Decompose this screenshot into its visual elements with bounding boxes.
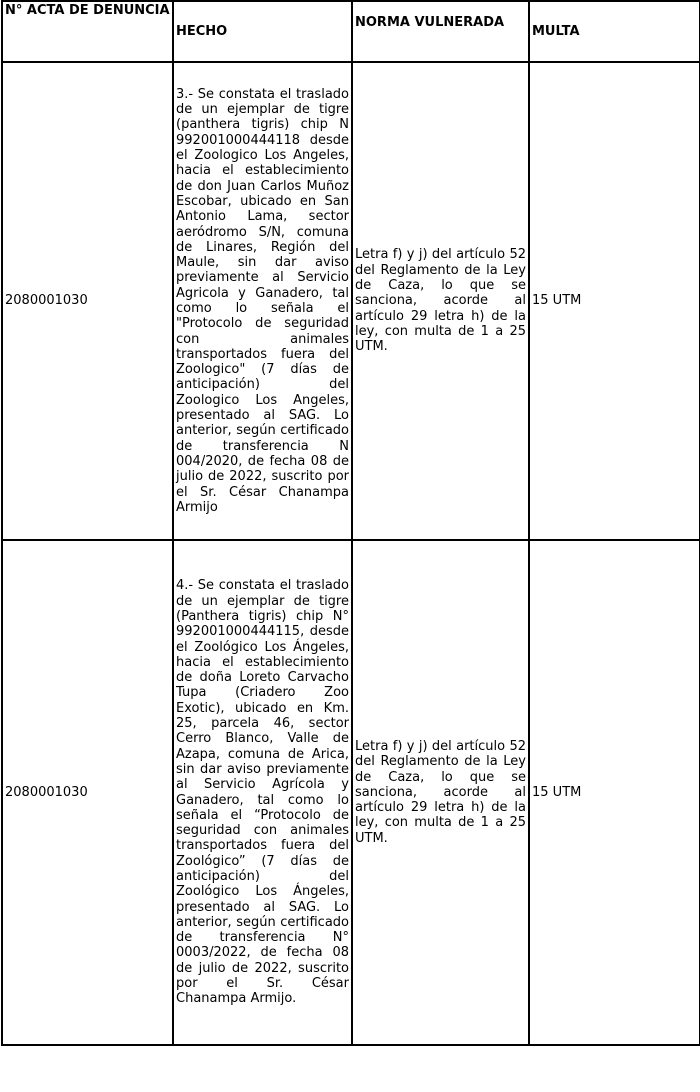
table-row bbox=[2, 62, 700, 540]
header-row bbox=[2, 1, 700, 62]
hecho-cell: 3.- Se constata el traslado de un ejemplar de tigre (panthera tigris) chip N 992001000444118 desde el Zoologico Los Angeles, hacia el establecimiento de don Juan Carlos Muñoz Escobar, ubicado en San Antonio Lama, sector aeródromo S/N, comuna de Linares, Región del Maule, sin dar aviso previamente al Servicio Agricola y Ganadero, tal como lo señala el "Protocolo de seguridad con animales transportados fuera del Zoologico" (7 días de anticipación) del Zoologico Los Angeles, presentado al SAG. Lo anterior, según certificado de transferencia N 004/2020, de fecha 08 de julio de 2022, suscrito por el Sr. César Chanampa Armijo bbox=[173, 62, 352, 540]
header-acta-denuncia: N° ACTA DE DENUNCIA bbox=[2, 1, 173, 62]
table-body bbox=[2, 62, 700, 1045]
norma-cell: Letra f) y j) del artículo 52 del Reglamento de la Ley de Caza, lo que se sanciona, acorde al artículo 29 letra h) de la ley, con multa de 1 a 25 UTM. bbox=[352, 540, 529, 1045]
table-row bbox=[2, 540, 700, 1045]
acta-cell: 2080001030 bbox=[2, 62, 173, 540]
multa-cell: 15 UTM bbox=[529, 540, 700, 1045]
header-hecho: HECHO bbox=[173, 1, 352, 62]
hecho-cell: 4.- Se constata el traslado de un ejemplar de tigre (Panthera tigris) chip N° 992001000444115, desde el Zoológico Los Ángeles, hacia el establecimiento de doña Loreto Carvacho Tupa (Criadero Zoo Exotic), ubicado en Km. 25, parcela 46, sector Cerro Blanco, Valle de Azapa, comuna de Arica, sin dar aviso previamente al Servicio Agrícola y Ganadero, tal como lo señala el “Protocolo de seguridad con animales transportados fuera del Zoológico” (7 días de anticipación) del Zoológico Los Ángeles, presentado al SAG. Lo anterior, según certificado de transferencia N° 0003/2022, de fecha 08 de julio de 2022, suscrito por el Sr. César Chanampa Armijo. bbox=[173, 540, 352, 1045]
acta-cell: 2080001030 bbox=[2, 540, 173, 1045]
header-norma-vulnerada: NORMA VULNERADA bbox=[352, 1, 529, 62]
multa-cell: 15 UTM bbox=[529, 62, 700, 540]
denuncias-table bbox=[1, 0, 700, 1046]
header-multa: MULTA bbox=[529, 1, 700, 62]
table-header bbox=[2, 1, 700, 62]
norma-cell: Letra f) y j) del artículo 52 del Reglamento de la Ley de Caza, lo que se sanciona, acorde al artículo 29 letra h) de la ley, con multa de 1 a 25 UTM. bbox=[352, 62, 529, 540]
